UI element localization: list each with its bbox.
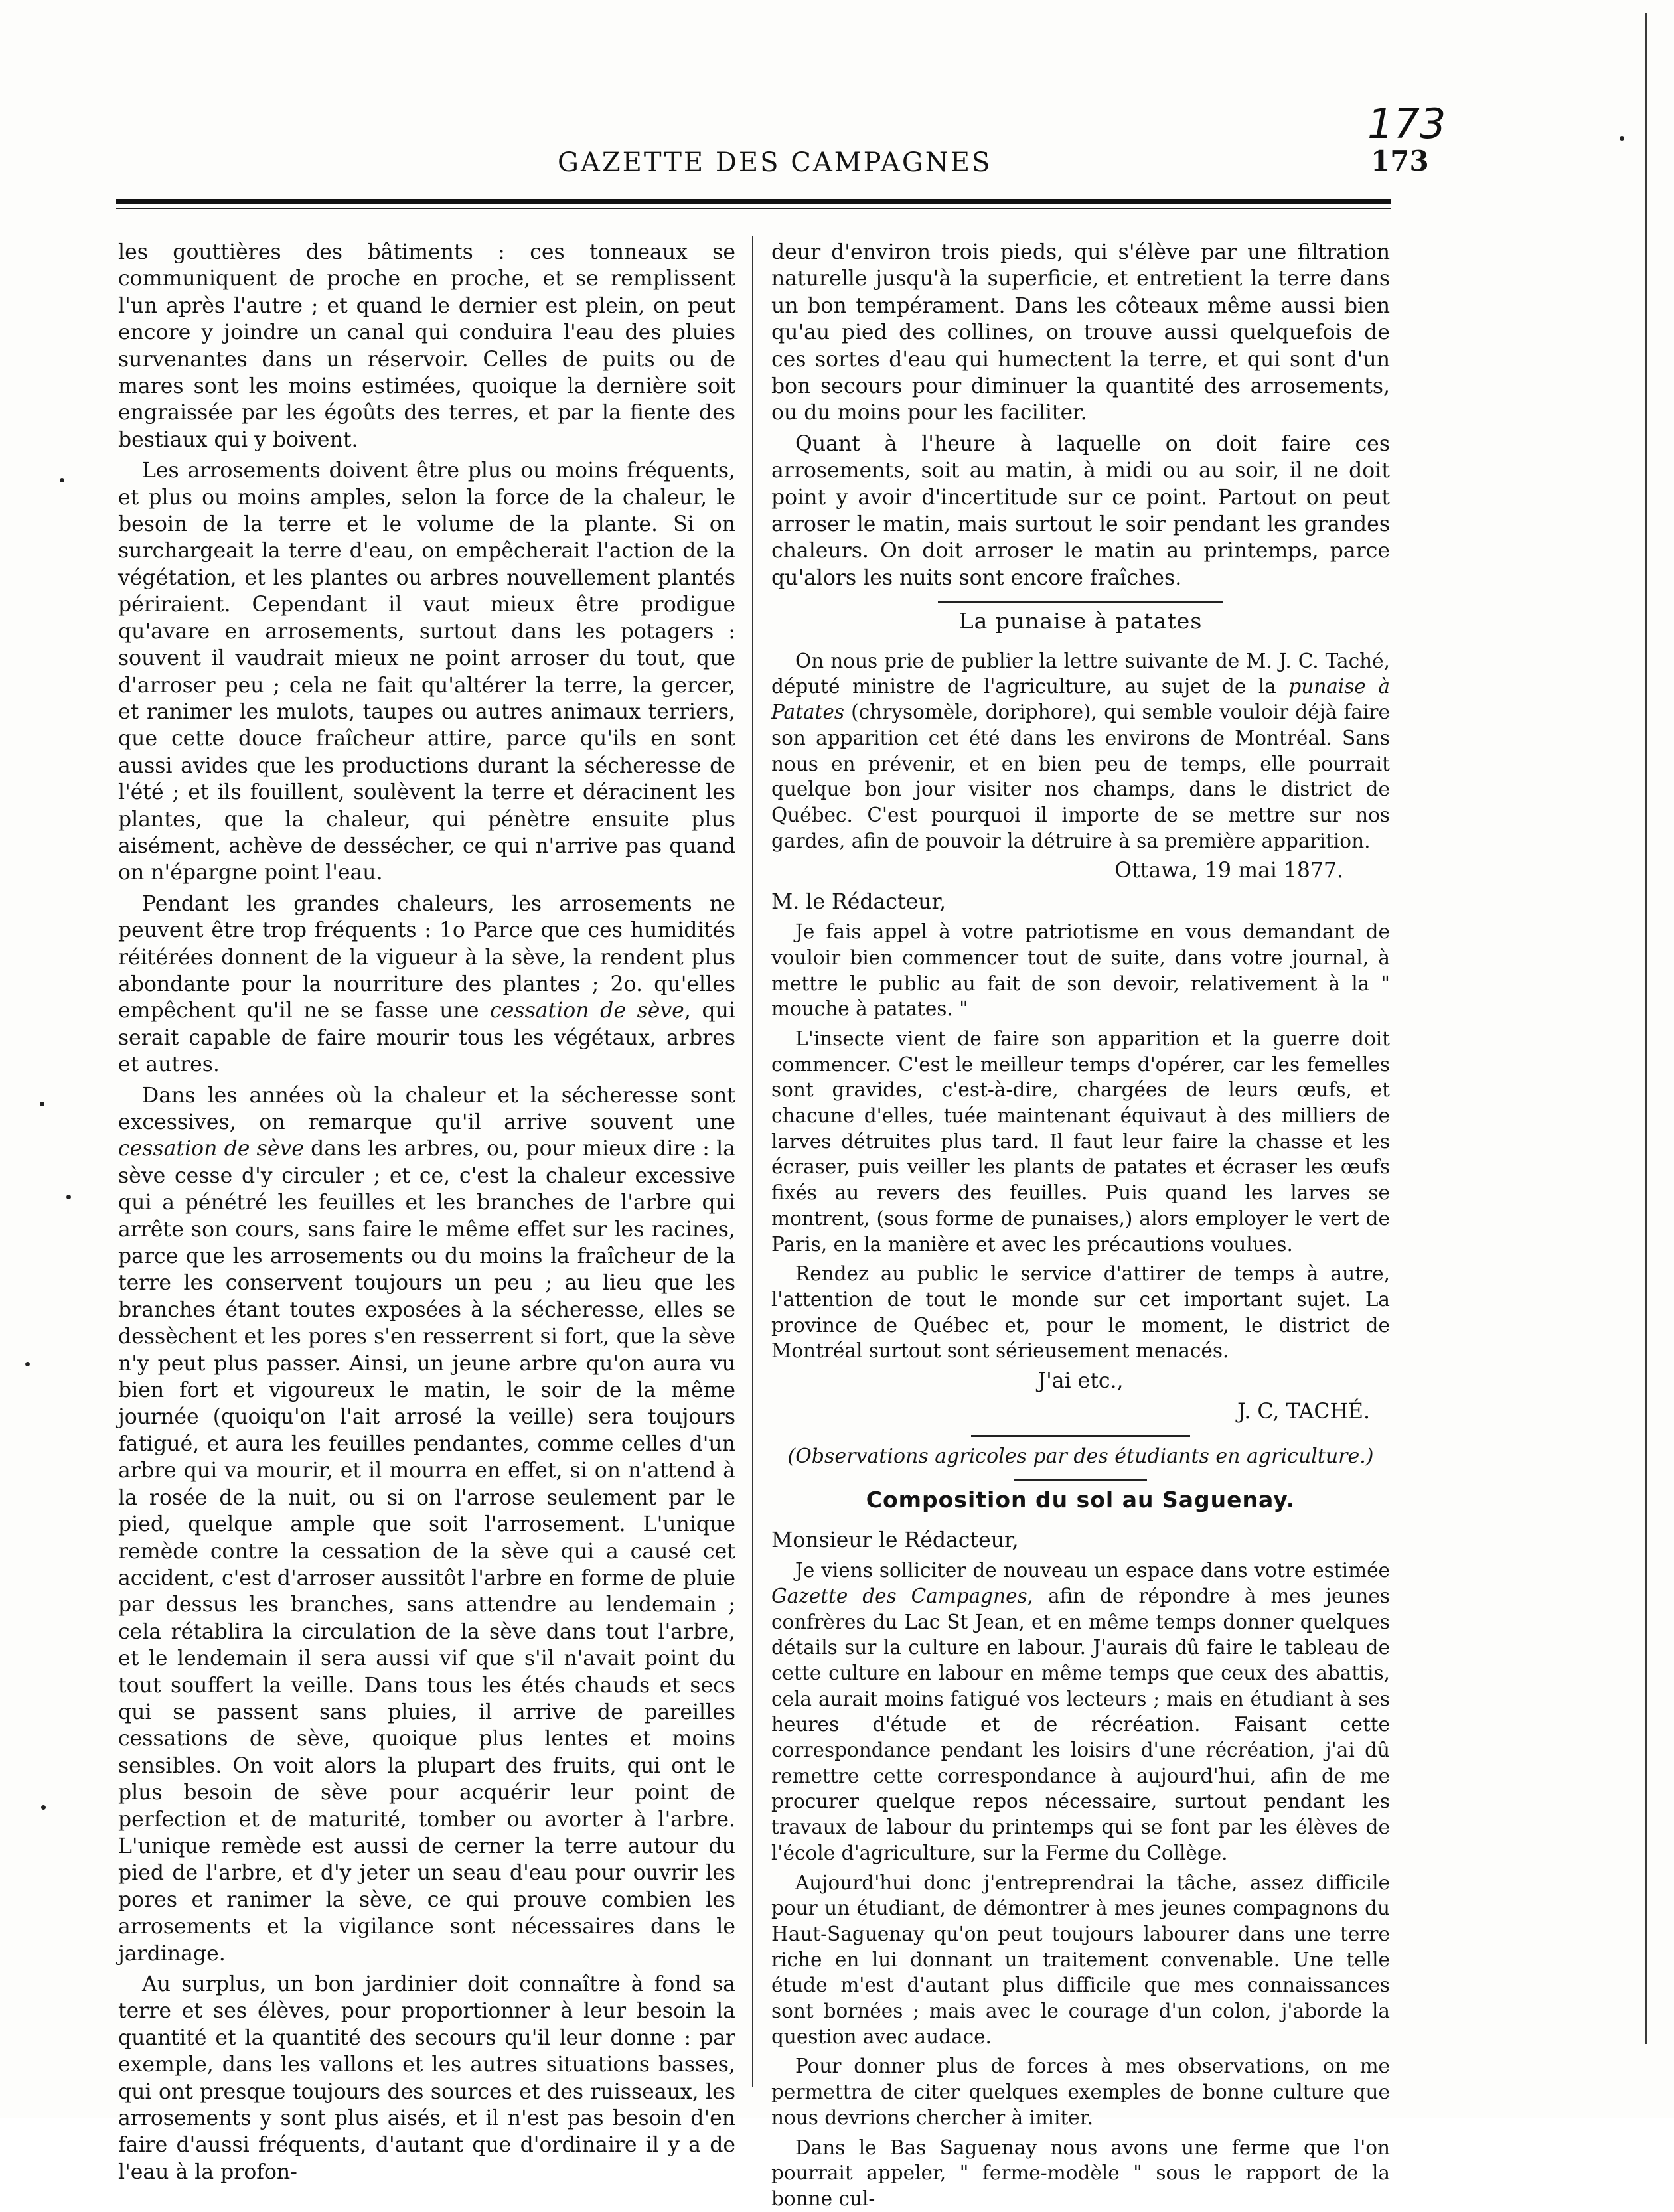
- emphasis-term: punaise à Patates: [771, 675, 1390, 724]
- article-intro: On nous prie de publier la lettre suivante de M. J. C. Taché, député ministre de l'agriculture, au sujet de la punaise à Patates (chrysomèle, doriphore), qui semble vouloir déjà faire son apparition cet été dans les environs de Montréal. Sans nous en prévenir, et en bien peu de temps, elle pourrait quelque bon jour visiter nos champs, dans le district de Québec. C'est pourquoi il importe de se mettre sur nos gardes, afin de pouvoir la détruire à sa première apparition.: [771, 649, 1390, 852]
- left-paragraph-1: les gouttières des bâtiments : ces tonneaux se communiquent de proche en proche, et se remplissent l'un après l'autre ; et quand le dernier est plein, on peut encore y joindre un canal qui conduira l'eau des pluies survenantes dans un réservoir. Celles de puits ou de mares sont les moins estimées, quoique la dernière soit engraissée par les égoûts des terres, et par la fiente des bestiaux qui y boivent.: [118, 240, 735, 452]
- left-column: [118, 239, 735, 2184]
- emphasis-term: cessation de sève: [490, 999, 684, 1023]
- short-separator: [1014, 1479, 1147, 1481]
- margin-speck: [25, 1362, 30, 1366]
- left-paragraph-3: Pendant les grandes chaleurs, les arrosements ne peuvent être trop fréquents : 1o Parce que ces humidités réitérées donnent de la vigueur à la sève, la rendent plus abondante pour la nourriture des plantes ; 2o. qu'elles empêchent qu'il ne se fasse une cessation de sève, qui serait capable de faire mourir tous les végétaux, arbres et autres.: [118, 891, 735, 1077]
- emphasis-term: cessation de sève: [118, 1137, 304, 1161]
- letter-signature: J. C, TACHÉ.: [1237, 1400, 1370, 1424]
- saguenay-paragraph-4: Dans le Bas Saguenay nous avons une ferme que l'on pourrait appeler, " ferme-modèle " sous le rapport de la bonne cul-: [771, 2136, 1390, 2210]
- dateline: Ottawa, 19 mai 1877.: [1114, 859, 1343, 883]
- saguenay-paragraph-1: Je viens solliciter de nouveau un espace dans votre estimée Gazette des Campagnes, afin de répondre à mes jeunes confrères du Lac St Jean, et en même temps donner quelques détails sur la culture en labour. J'aurais dû faire le tableau de cette culture en labour en même temps que ceux des abattis, cela aurait moins fatigué vos lecteurs ; mais en étudiant à ses heures d'étude et de récréation. Faisant cette correspondance pendant les loisirs d'une récréation, j'ai dû remettre cette correspondance à aujourd'hui, afin de me procurer quelque repos nécessaire, surtout pendant les travaux de labour du printemps qui se font par les élèves de l'école d'agriculture, sur la Ferme du Collège.: [771, 1559, 1390, 1864]
- handwritten-page-number: 173: [1367, 100, 1446, 148]
- letter-closing: J'ai etc.,: [1037, 1369, 1124, 1394]
- letter-salutation: M. le Rédacteur,: [771, 889, 947, 914]
- emphasis-title: Gazette des Campagnes: [771, 1584, 1027, 1607]
- section-separator: [938, 601, 1223, 603]
- letter2-salutation: Monsieur le Rédacteur,: [771, 1528, 1019, 1552]
- section-separator: [971, 1435, 1190, 1437]
- header-rule-thin: [116, 208, 1391, 209]
- section-title-punaise: La punaise à patates: [958, 608, 1203, 634]
- column-divider: [752, 236, 753, 2087]
- margin-speck: [66, 1195, 71, 1199]
- right-column: [771, 239, 1390, 2210]
- left-paragraph-4: Dans les années où la chaleur et la sécheresse sont excessives, on remarque qu'il arrive souvent une cessation de sève dans les arbres, ou, pour mieux dire : la sève cesse d'y circuler ; et ce, c'est la chaleur excessive qui a pénétré les feuilles et les branches de l'arbre qui arrête son cours, sans faire le même effet sur les racines, parce que les arrosements ou du moins la fraîcheur de la terre les conservent toujours un peu ; au lieu que les branches étant toutes exposées à la sécheresse, elles se dessèchent et les pores s'en resserrent si fort, que la sève n'y peut plus passer. Ainsi, un jeune arbre qu'on aura vu bien fort et vigoureux le matin, le soir de la même journée (quoiqu'on l'ait arrosé la veille) sera toujours fatigué, et aura les feuilles pendantes, comme celles d'un arbre qui va mourir, et il mourra en effet, si on n'attend à la rosée de la nuit, ou si on l'arrose seulement par le pied, quelque ample que soit l'arrosement. L'unique remède contre la cessation de la sève qui a causé cet accident, c'est d'arroser aussitôt l'arbre en forme de pluie par dessus les branches, sans attendre au lendemain ; cela rétablira la circulation de la sève dans tout l'arbre, et le lendemain il sera aussi vif que s'il n'avait point du tout souffert la veille. Dans tous les étés chauds et secs qui se passent sans pluies, il arrive de pareilles cessations de sève, quoique plus lentes et moins sensibles. On voit alors la plupart des fruits, qui ont le plus besoin de sève pour acquérir leur point de perfection et de maturité, tomber ou avorter à l'arbre. L'unique remède est aussi de cerner la terre autour du pied de l'arbre, et d'y jeter un seau d'eau pour ouvrir les pores et ranimer la sève, ce qui prouve combien les arrosements et la vigilance sont nécessaires dans le jardinage.: [118, 1083, 735, 1966]
- scan-margin-edge: [1645, 13, 1647, 2044]
- printed-page-number: 173: [1371, 145, 1429, 177]
- saguenay-paragraph-2: Aujourd'hui donc j'entreprendrai la tâche, assez difficile pour un étudiant, de démontrer à mes jeunes compagnons du Haut-Saguenay qu'on peut toujours labourer dans une terre riche en lui donnant un traitement convenable. Une telle étude m'est d'autant plus difficile que mes connaissances sont bornées ; mais avec le courage d'un colon, j'aborde la question avec audace.: [771, 1871, 1390, 2048]
- left-paragraph-2: Les arrosements doivent être plus ou moins fréquents, et plus ou moins amples, selon la force de la chaleur, le besoin de la terre et le volume de la plante. Si on surchargeait la terre d'eau, on empêcherait l'action de la végétation, et les plantes ou arbres nouvellement plantés périraient. Cependant il vaut mieux être prodigue qu'avare en arrosements, surtout dans les potagers : souvent il vaudrait mieux ne point arroser du tout, que d'arroser peu ; cela ne fait qu'altérer la terre, la gercer, et ranimer les mulots, taupes ou autres animaux terriers, que cette douce fraîcheur attire, parce qu'ils en sont aussi avides que les productions durant la sécheresse de l'été ; et ils fouillent, soulèvent la terre et déracinent les plantes, que la chaleur, qui pénètre ensuite plus aisément, achève de dessécher, ce qui n'arrive pas quand on n'épargne point l'eau.: [118, 459, 735, 885]
- letter-paragraph-1: Je fais appel à votre patriotisme en vous demandant de vouloir bien commencer tout de suite, dans votre journal, à mettre le public au fait de son devoir, relativement à la " mouche à patates. ": [771, 921, 1390, 1021]
- series-subheading: (Observations agricoles par des étudiants en agriculture.): [787, 1444, 1374, 1468]
- saguenay-paragraph-3: Pour donner plus de forces à mes observations, on me permettra de citer quelques exemples de bonne culture que nous devrions chercher à imiter.: [771, 2055, 1390, 2129]
- margin-speck: [41, 1805, 46, 1810]
- header-rule-thick: [116, 199, 1391, 204]
- running-title: GAZETTE DES CAMPAGNES: [558, 147, 992, 178]
- margin-speck: [1620, 136, 1624, 141]
- margin-speck: [40, 1102, 44, 1106]
- letter-paragraph-2: L'insecte vient de faire son apparition et la guerre doit commencer. C'est le meilleur temps d'opérer, car les femelles sont gravides, c'est-à-dire, chargées de leurs œufs, et chacune d'elles, tuée maintenant équivaut à des milliers de larves détruites plus tard. Il faut leur faire la chasse et les écraser, puis veiller les plants de patates et écraser les œufs fixés au revers des feuilles. Puis quand les larves se montrent, (sous forme de punaises,) alors employer le vert de Paris, en la manière et avec les précautions voulues.: [771, 1027, 1390, 1256]
- letter-paragraph-3: Rendez au public le service d'attirer de temps à autre, l'attention de tout le monde sur cet important sujet. La province de Québec et, pour le moment, le district de Montréal surtout sont sérieusement menacés.: [771, 1262, 1390, 1363]
- section-title-saguenay: Composition du sol au Saguenay.: [866, 1487, 1296, 1513]
- right-paragraph-2: Quant à l'heure à laquelle on doit faire ces arrosements, soit au matin, à midi ou au soir, il ne doit point y avoir d'incertitude sur ce point. Partout on peut arroser le matin, mais surtout le soir pendant les grandes chaleurs. On doit arroser le matin au printemps, parce qu'alors les nuits sont encore fraîches.: [771, 431, 1390, 590]
- right-paragraph-1: deur d'environ trois pieds, qui s'élève par une filtration naturelle jusqu'à la superficie, et entretient la terre dans un bon tempérament. Dans les côteaux même aussi bien qu'au pied des collines, on trouve aussi quelquefois de ces sortes d'eau qui humectent la terre, et qui sont d'un bon secours pour diminuer la quantité des arrosements, ou du moins pour les faciliter.: [771, 240, 1390, 425]
- left-paragraph-5: Au surplus, un bon jardinier doit connaître à fond sa terre et ses élèves, pour proportionner à leur besoin la quantité et la quantité des secours qu'il leur donne : par exemple, dans les vallons et les autres situations basses, qui ont presque toujours des sources et des ruisseaux, les arrosements y sont plus aisés, et il n'est pas besoin d'en faire d'aussi fréquents, d'autant que d'ordinaire il y a de l'eau à la profon-: [118, 1972, 735, 2184]
- margin-speck: [60, 478, 64, 482]
